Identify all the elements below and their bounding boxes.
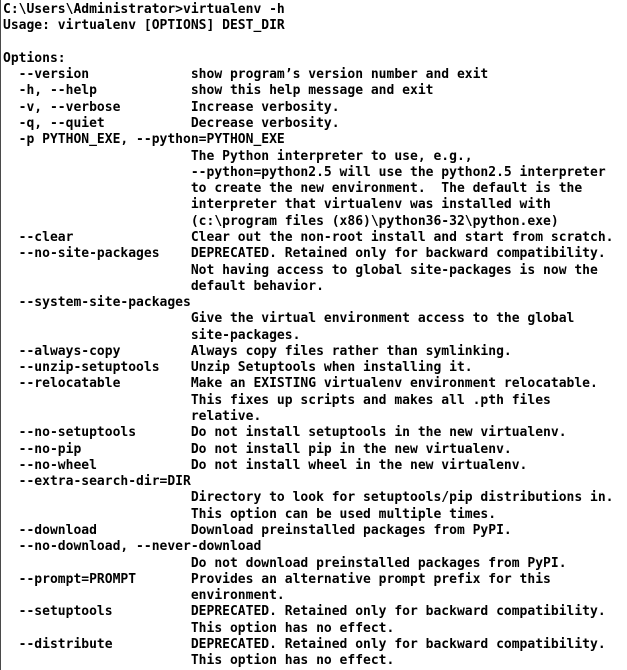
terminal-line: --prompt=PROMPT Provides an alternative prompt prefix for this: [3, 571, 551, 587]
terminal-line: This option has no effect.: [3, 620, 395, 636]
terminal-line: --python=python2.5 will use the python2.5 interpreter: [3, 164, 606, 180]
terminal-line: Do not download preinstalled packages from PyPI.: [3, 555, 567, 571]
terminal-line: (c:\program files (x86)\python36-32\python.exe): [3, 213, 559, 229]
terminal-line: site-packages.: [3, 327, 301, 343]
terminal-line: --unzip-setuptools Unzip Setuptools when installing it.: [3, 360, 473, 376]
terminal-line: default behavior.: [3, 278, 324, 294]
terminal-line: Give the virtual environment access to the global: [3, 311, 575, 327]
terminal-line: -p PYTHON_EXE, --python=PYTHON_EXE: [3, 132, 285, 148]
terminal-line: --always-copy Always copy files rather than symlinking.: [3, 343, 512, 359]
terminal-line: to create the new environment. The default is the: [3, 181, 583, 197]
terminal-line: Directory to look for setuptools/pip distributions in.: [3, 490, 614, 506]
terminal-line: --no-pip Do not install pip in the new virtualenv.: [3, 441, 512, 457]
terminal-line: [3, 35, 627, 51]
terminal-line: --no-site-packages DEPRECATED. Retained only for backward compatibility.: [3, 246, 606, 262]
terminal-line: This option has no effect.: [3, 653, 395, 669]
terminal-line: --clear Clear out the non-root install and start from scratch.: [3, 229, 614, 245]
terminal-line: --no-wheel Do not install wheel in the new virtualenv.: [3, 457, 528, 473]
terminal-line: This option can be used multiple times.: [3, 506, 497, 522]
terminal-line: Not having access to global site-packages is now the: [3, 262, 598, 278]
terminal-line: interpreter that virtualenv was installed with: [3, 197, 551, 213]
terminal-line: --version show program’s version number and exit: [3, 67, 489, 83]
terminal-line: --no-download, --never-download: [3, 539, 262, 555]
terminal-line: C:\Users\Administrator>virtualenv -h: [3, 2, 285, 17]
terminal-line: --download Download preinstalled packages from PyPI.: [3, 523, 512, 538]
terminal-line: This fixes up scripts and makes all .pth files: [3, 392, 551, 408]
terminal-line: The Python interpreter to use, e.g.,: [3, 148, 473, 164]
terminal-line: --extra-search-dir=DIR: [3, 474, 191, 490]
terminal-output: [1, 0, 627, 670]
terminal-line: relative.: [3, 409, 262, 425]
terminal-line: Usage: virtualenv [OPTIONS] DEST_DIR: [3, 18, 285, 34]
terminal-line: Options:: [3, 50, 66, 66]
terminal-line: --system-site-packages: [3, 295, 191, 311]
terminal-line: environment.: [3, 588, 285, 604]
terminal-line: -q, --quiet Decrease verbosity.: [3, 115, 340, 131]
terminal-line: --setuptools DEPRECATED. Retained only for backward compatibility.: [3, 604, 606, 620]
terminal-line: -h, --help show this help message and exit: [3, 83, 434, 99]
terminal-line: -v, --verbose Increase verbosity.: [3, 99, 340, 115]
terminal-line: --distribute DEPRECATED. Retained only for backward compatibility.: [3, 636, 606, 652]
terminal-line: --no-setuptools Do not install setuptools in the new virtualenv.: [3, 425, 567, 441]
terminal-line: --relocatable Make an EXISTING virtualenv environment relocatable.: [3, 376, 598, 392]
